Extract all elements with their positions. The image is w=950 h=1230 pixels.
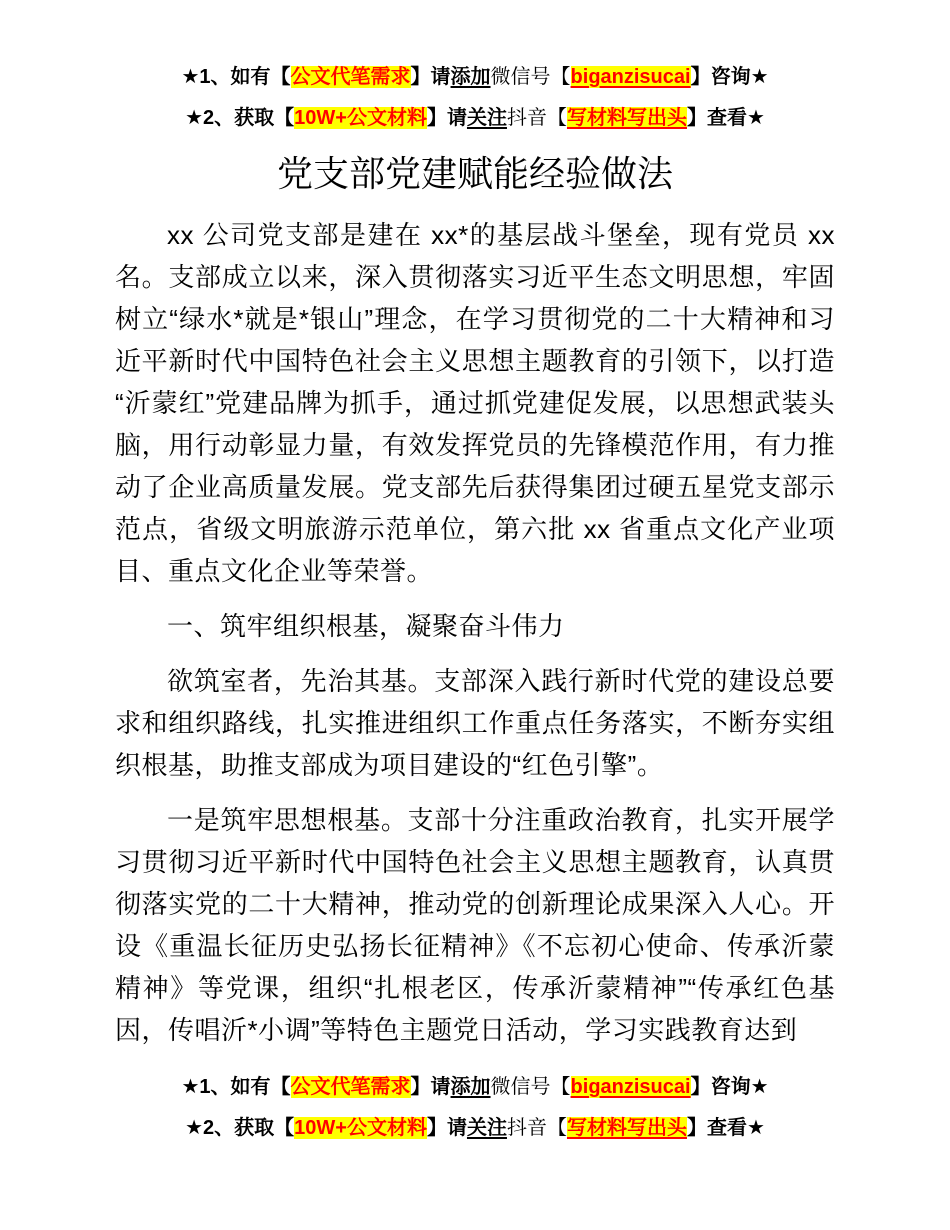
promo-action-add: 添加 [450,1076,491,1098]
promo-highlight-need: 公文代笔需求 [290,1076,411,1098]
promo-action-add: 添加 [450,66,491,88]
body-paragraph-1: 欲筑室者，先治其基。支部深入践行新时代党的建设总要求和组织路线，扎实推进组织工作重点任务落实，不断夯实组织根基，助推支部成为项目建设的“红色引擎”。 [115,666,835,780]
document-title: 党支部党建赋能经验做法 [276,153,673,194]
promo-suffix: 】查看★ [686,107,765,129]
promo-footer-line-1 [115,1067,835,1108]
promo-channel-wechat: 微信号【 [490,66,571,88]
promo-highlight-material: 10W+公文材料 [294,1117,427,1139]
promo-header-line-1 [115,57,835,98]
promo-channel-douyin: 抖音【 [506,1117,567,1139]
promo-action-follow: 关注 [466,1117,507,1139]
promo-account-douyin: 写材料写出头 [566,107,687,129]
promo-header-line-2 [115,98,835,139]
promo-prefix: ★2、获取【 [185,1117,295,1139]
promo-account-wechat: biganzisucai [570,66,691,88]
promo-footer-line-2 [115,1108,835,1149]
body-paragraph-2: 一是筑牢思想根基。支部十分注重政治教育，扎实开展学习贯彻习近平新时代中国特色社会主义思想主题教育，认真贯彻落实党的二十大精神，推动党的创新理论成果深入人心。开设《重温长征历史弘扬长征精神》《不忘初心使命、传承沂蒙精神》等党课，组织“扎根老区，传承沂蒙精神”“传承红色基因，传唱沂*小调”等特色主题党日活动，学习实践教育达到 [115,805,835,1045]
promo-suffix: 】咨询★ [690,1076,769,1098]
intro-paragraph: xx 公司党支部是建在 xx*的基层战斗堡垒，现有党员 xx 名。支部成立以来，深入贯彻落实习近平生态文明思想，牢固树立“绿水*就是*银山”理念，在学习贯彻党的二十大精神和习近平新时代中国特色社会主义思想主题教育的引领下，以打造“沂蒙红”党建品牌为抓手，通过抓党建促发展，以思想武装头脑，用行动彰显力量，有效发挥党员的先锋模范作用，有力推动了企业高质量发展。党支部先后获得集团过硬五星党支部示范点，省级文明旅游示范单位，第六批 xx 省重点文化产业项目、重点文化企业等荣誉。 [115,220,835,586]
promo-prefix: ★1、如有【 [181,1076,291,1098]
promo-header [115,57,835,139]
promo-bracket-request: 】请 [410,1076,451,1098]
promo-channel-douyin: 抖音【 [506,107,567,129]
promo-account-douyin: 写材料写出头 [566,1117,687,1139]
section-heading-1: 一、筑牢组织根基，凝聚奋斗伟力 [167,611,565,641]
promo-suffix: 】咨询★ [690,66,769,88]
promo-bracket-request: 】请 [426,107,467,129]
promo-footer [115,1067,835,1149]
promo-prefix: ★2、获取【 [185,107,295,129]
promo-highlight-need: 公文代笔需求 [290,66,411,88]
promo-account-wechat: biganzisucai [570,1076,691,1098]
promo-channel-wechat: 微信号【 [490,1076,571,1098]
promo-suffix: 】查看★ [686,1117,765,1139]
promo-action-follow: 关注 [466,107,507,129]
promo-bracket-request: 】请 [426,1117,467,1139]
promo-highlight-material: 10W+公文材料 [294,107,427,129]
promo-prefix: ★1、如有【 [181,66,291,88]
promo-bracket-request: 】请 [410,66,451,88]
